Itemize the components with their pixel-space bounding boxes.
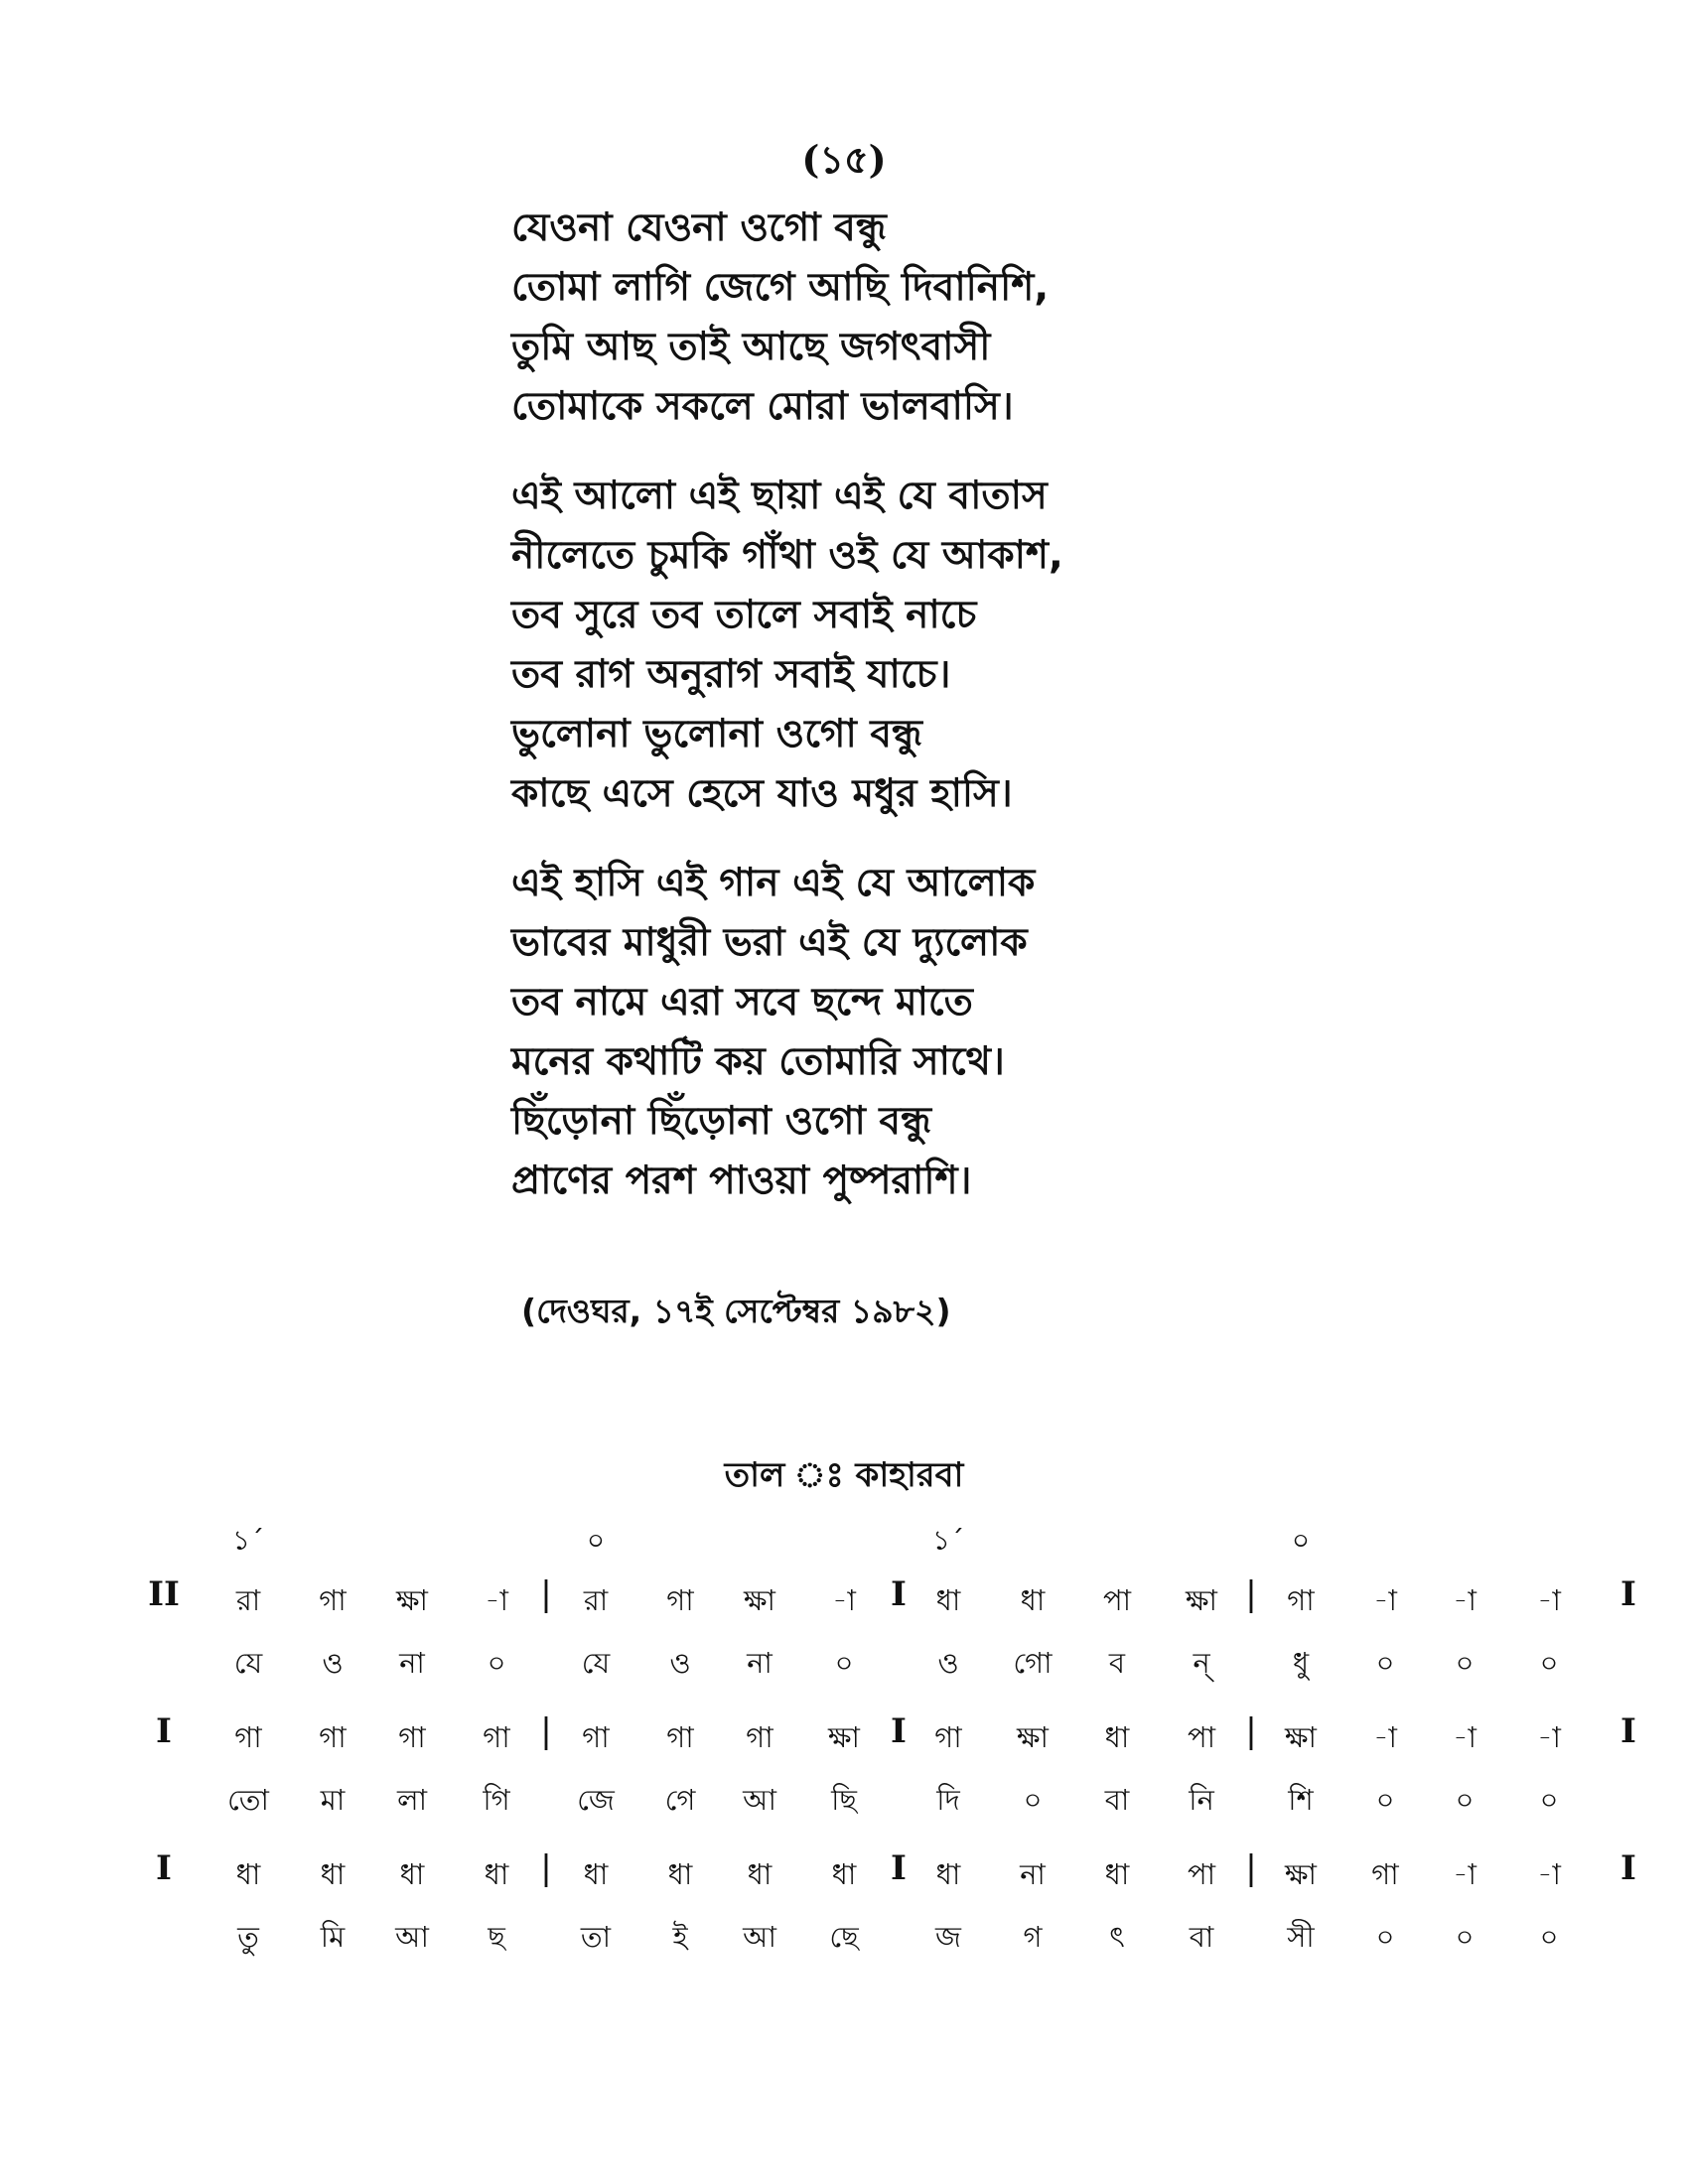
swara-note: ক্ষা	[828, 1720, 860, 1754]
lyric-syllable: জে	[577, 1783, 615, 1817]
date-place-note: (দেওঘর, ১৭ই সেপ্টেম্বর ১৯৮২)	[521, 1292, 951, 1330]
bar-line: I	[891, 1574, 907, 1614]
swara-note: -া	[1373, 1720, 1397, 1754]
lyric-syllable: মি	[320, 1920, 346, 1954]
swara-note: গা	[666, 1583, 694, 1617]
poem-line: ভাবের মাধুরী ভরা এই যে দ্যুলোক	[511, 920, 1028, 965]
lyric-syllable: গো	[1013, 1646, 1053, 1680]
lyric-syllable: ছ	[488, 1920, 505, 1954]
lyric-syllable: বা	[1189, 1920, 1214, 1954]
lyric-syllable: ধু	[1292, 1646, 1310, 1680]
swara-note: রা	[583, 1583, 609, 1617]
swara-note: ধা	[1104, 1720, 1130, 1754]
lyric-syllable: শি	[1288, 1783, 1314, 1817]
lyric-syllable: মা	[320, 1783, 346, 1817]
lyric-syllable: ই	[672, 1920, 688, 1954]
beat-mark: ০	[1291, 1524, 1311, 1557]
swara-note: ধা	[320, 1857, 346, 1891]
swara-note: ক্ষা	[744, 1583, 775, 1617]
bar-line: I	[1620, 1848, 1636, 1888]
swara-note: ধা	[935, 1583, 961, 1617]
bar-line: |	[540, 1711, 552, 1751]
lyric-syllable: তো	[227, 1783, 269, 1817]
lyric-syllable: আ	[743, 1920, 776, 1954]
bar-line: |	[1245, 1711, 1257, 1751]
lyric-syllable: না	[747, 1646, 773, 1680]
swara-note: -া	[1537, 1583, 1561, 1617]
lyric-syllable: ৎ	[1109, 1920, 1125, 1954]
poem-line: নীলেতে চুমকি গাঁথা ওই যে আকাশ,	[511, 533, 1063, 578]
bar-line: |	[540, 1574, 552, 1614]
lyric-syllable: ০	[1539, 1646, 1559, 1680]
lyric-syllable: ০	[1455, 1920, 1475, 1954]
lyric-syllable: ০	[1375, 1783, 1395, 1817]
poem-line: কাছে এসে হেসে যাও মধুর হাসি।	[511, 771, 1013, 816]
swara-note: -া	[485, 1583, 508, 1617]
swara-note: ধা	[747, 1857, 773, 1891]
swara-note: ধা	[484, 1857, 509, 1891]
bar-line: II	[148, 1574, 180, 1614]
poem-line: তোমা লাগি জেগে আছি দিবানিশি,	[511, 265, 1050, 310]
lyric-syllable: ০	[1455, 1783, 1475, 1817]
poem-line: ভুলোনা ভুলোনা ওগো বন্ধু	[511, 712, 922, 756]
poem-line: মনের কথাটি কয় তোমারি সাথে।	[511, 1039, 1005, 1084]
lyric-syllable: গে	[664, 1783, 696, 1817]
lyric-syllable: ০	[1023, 1783, 1043, 1817]
lyric-syllable: ০	[1539, 1920, 1559, 1954]
swara-note: ধা	[235, 1857, 261, 1891]
lyric-syllable: ০	[1455, 1646, 1475, 1680]
poem-line: তব নামে এরা সবে ছন্দে মাতে	[511, 980, 973, 1024]
swara-note: গা	[1371, 1857, 1399, 1891]
swara-note: ক্ষা	[1285, 1720, 1317, 1754]
lyric-syllable: ০	[1375, 1646, 1395, 1680]
swara-note: ধা	[1104, 1857, 1130, 1891]
lyric-syllable: সী	[1287, 1920, 1315, 1954]
swara-note: পা	[1187, 1857, 1216, 1891]
lyric-syllable: দি	[936, 1783, 960, 1817]
poem-line: প্রাণের পরশ পাওয়া পুষ্পরাশি।	[511, 1159, 972, 1203]
bar-line: I	[156, 1848, 172, 1888]
lyric-syllable: তা	[580, 1920, 612, 1954]
swara-note: ধা	[667, 1857, 693, 1891]
bar-line: I	[891, 1848, 907, 1888]
swara-note: -া	[1537, 1857, 1561, 1891]
lyric-syllable: যে	[581, 1646, 611, 1680]
swara-note: গা	[746, 1720, 774, 1754]
swara-note: -া	[1373, 1583, 1397, 1617]
swara-note: গা	[319, 1583, 347, 1617]
swara-note: -া	[1453, 1583, 1477, 1617]
swara-note: পা	[1102, 1583, 1132, 1617]
lyric-syllable: আ	[743, 1783, 776, 1817]
lyric-syllable: গি	[483, 1783, 510, 1817]
swara-note: ধা	[583, 1857, 609, 1891]
lyric-syllable: ব	[1108, 1646, 1126, 1680]
lyric-syllable: ও	[937, 1646, 959, 1680]
beat-mark: ১´	[231, 1524, 265, 1557]
swara-note: গা	[398, 1720, 426, 1754]
poem-line: যেওনা যেওনা ওগো বন্ধু	[511, 205, 887, 250]
lyric-syllable: নি	[1189, 1783, 1214, 1817]
lyric-syllable: ০	[1375, 1920, 1395, 1954]
swara-note: ক্ষা	[1017, 1720, 1049, 1754]
bar-line: I	[1620, 1711, 1636, 1751]
lyric-syllable: ০	[834, 1646, 854, 1680]
swara-note: গা	[582, 1720, 610, 1754]
swara-note: না	[1020, 1857, 1046, 1891]
poem-line: এই আলো এই ছায়া এই যে বাতাস	[511, 474, 1048, 518]
swara-note: গা	[934, 1720, 962, 1754]
poem-line: তব রাগ অনুরাগ সবাই যাচে।	[511, 652, 951, 697]
lyric-syllable: ছে	[829, 1920, 859, 1954]
bar-line: |	[1245, 1574, 1257, 1614]
bar-line: I	[891, 1711, 907, 1751]
lyric-syllable: লা	[396, 1783, 428, 1817]
poem-line: ছিঁড়োনা ছিঁড়োনা ওগো বন্ধু	[511, 1099, 931, 1144]
tal-heading: তাল ঃ কাহারবা	[724, 1455, 964, 1495]
bar-line: |	[540, 1848, 552, 1888]
lyric-syllable: গ	[1023, 1920, 1043, 1954]
swara-note: গা	[666, 1720, 694, 1754]
swara-note: গা	[1287, 1583, 1315, 1617]
lyric-syllable: ছি	[831, 1783, 857, 1817]
swara-note: ধা	[1020, 1583, 1046, 1617]
swara-note: ক্ষা	[1285, 1857, 1317, 1891]
lyric-syllable: আ	[395, 1920, 429, 1954]
swara-note: পা	[1187, 1720, 1216, 1754]
swara-note: ক্ষা	[396, 1583, 428, 1617]
swara-note: ধা	[831, 1857, 857, 1891]
beat-mark: ০	[586, 1524, 606, 1557]
swara-note: -া	[1453, 1720, 1477, 1754]
lyric-syllable: যে	[233, 1646, 263, 1680]
swara-note: গা	[319, 1720, 347, 1754]
swara-note: রা	[235, 1583, 261, 1617]
swara-note: -া	[832, 1583, 856, 1617]
lyric-syllable: ন্	[1193, 1646, 1210, 1680]
lyric-syllable: তু	[237, 1920, 259, 1954]
poem-line: তোমাকে সকলে মোরা ভালবাসি।	[511, 384, 1014, 429]
poem-line: তব সুরে তব তালে সবাই নাচে	[511, 593, 977, 637]
poem-line: এই হাসি এই গান এই যে আলোক	[511, 861, 1036, 905]
bar-line: I	[1620, 1574, 1636, 1614]
lyric-syllable: বা	[1104, 1783, 1130, 1817]
lyric-syllable: ০	[1539, 1783, 1559, 1817]
page-number: (১৫)	[801, 137, 887, 182]
lyric-syllable: ও	[322, 1646, 344, 1680]
lyric-syllable: ও	[669, 1646, 691, 1680]
lyric-syllable: ০	[487, 1646, 506, 1680]
swara-note: গা	[234, 1720, 262, 1754]
swara-note: ক্ষা	[1186, 1583, 1217, 1617]
swara-note: -া	[1537, 1720, 1561, 1754]
swara-note: ধা	[399, 1857, 425, 1891]
poem-line: তুমি আছ তাই আছে জগৎবাসী	[511, 325, 991, 369]
bar-line: |	[1245, 1848, 1257, 1888]
lyric-syllable: না	[399, 1646, 425, 1680]
swara-note: ধা	[935, 1857, 961, 1891]
swara-note: -া	[1453, 1857, 1477, 1891]
lyric-syllable: জ	[935, 1920, 961, 1954]
swara-note: গা	[483, 1720, 510, 1754]
bar-line: I	[156, 1711, 172, 1751]
beat-mark: ১´	[931, 1524, 965, 1557]
